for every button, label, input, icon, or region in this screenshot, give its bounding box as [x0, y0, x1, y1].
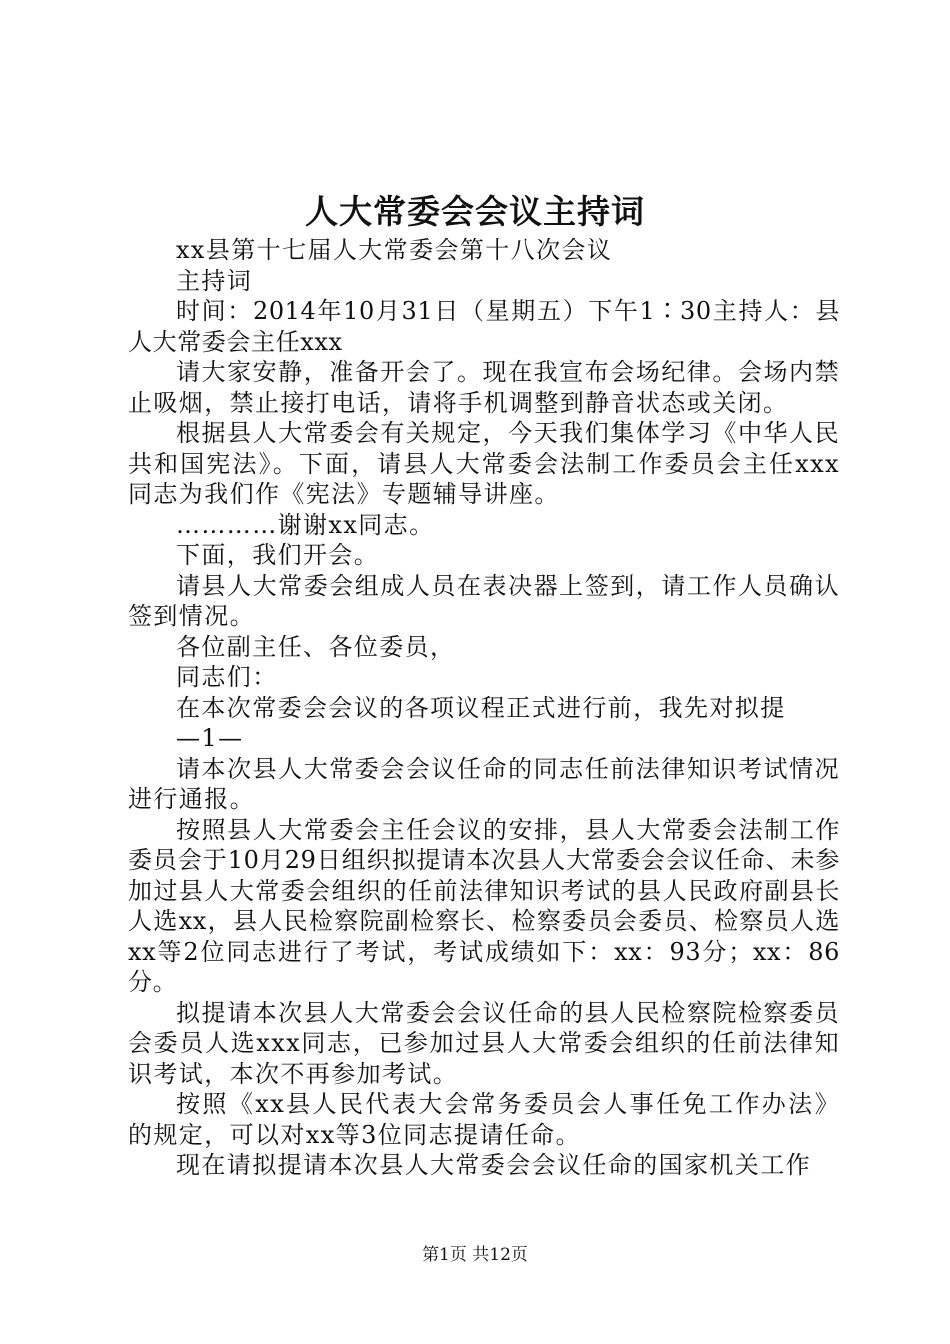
paragraph-begin-meeting: 下面，我们开会。	[176, 541, 380, 569]
paragraph-exam-details: 按照县人大常委会主任会议的安排，县人大常委会法制工作委员会于10月29日组织拟提请本次县人大常委会会议任命、未参加过县人大常委会组织的任前法律知识考试的县人民政府副县长人选xx，县人民检察院副检察长、检察委员会委员、检察员人选xx等2位同志进行了考试，考试成绩如下：xx：93分；xx：86分。	[128, 815, 840, 996]
paragraph-subtitle: 主持词	[176, 266, 253, 295]
paragraph-agenda-intro: 在本次常委会会议的各项议程正式进行前，我先对拟提	[176, 693, 786, 722]
paragraph-constitution-study: 根据县人大常委会有关规定，今天我们集体学习《中华人民共和国宪法》。下面，请县人大常委会法制工作委员会主任xxx同志为我们作《宪法》专题辅导讲座。	[128, 419, 840, 508]
paragraph-thanks: …………谢谢xx同志。	[176, 510, 435, 539]
paragraph-meeting-name: xx县第十七届人大常委会第十八次会议	[176, 236, 613, 264]
page-number-label: 第1页 共12页	[422, 1245, 528, 1265]
paragraph-page-marker: —1—	[176, 724, 244, 752]
paragraph-salutation: 各位副主任、各位委员，	[176, 632, 456, 661]
document-body	[128, 235, 840, 1181]
paragraph-discipline: 请大家安静，准备开会了。现在我宣布会场纪律。会场内禁止吸烟，禁止接打电话，请将手机调整到静音状态或关闭。	[128, 358, 840, 417]
page-footer	[0, 1240, 950, 1265]
paragraph-oath-intro: 现在请拟提请本次县人大常委会会议任命的国家机关工作	[176, 1151, 811, 1179]
paragraph-exam-report: 请本次县人大常委会会议任命的同志任前法律知识考试情况进行通报。	[128, 754, 840, 813]
paragraph-comrades: 同志们：	[176, 663, 278, 691]
document-title: 人大常委会会议主持词	[305, 192, 645, 231]
paragraph-exempt-candidate: 拟提请本次县人大常委会会议任命的县人民检察院检察委员会委员人选xxx同志，已参加过县人大常委会组织的任前法律知识考试，本次不再参加考试。	[128, 998, 840, 1088]
paragraph-time-host: 时间：2014年10月31日（星期五）下午1∶30主持人：县人大常委会主任xxx	[128, 297, 840, 356]
paragraph-sign-in: 请县人大常委会组成人员在表决器上签到，请工作人员确认签到情况。	[128, 571, 840, 630]
paragraph-appointment-rules: 按照《xx县人民代表大会常务委员会人事任免工作办法》的规定，可以对xx等3位同志提请任命。	[128, 1090, 840, 1149]
